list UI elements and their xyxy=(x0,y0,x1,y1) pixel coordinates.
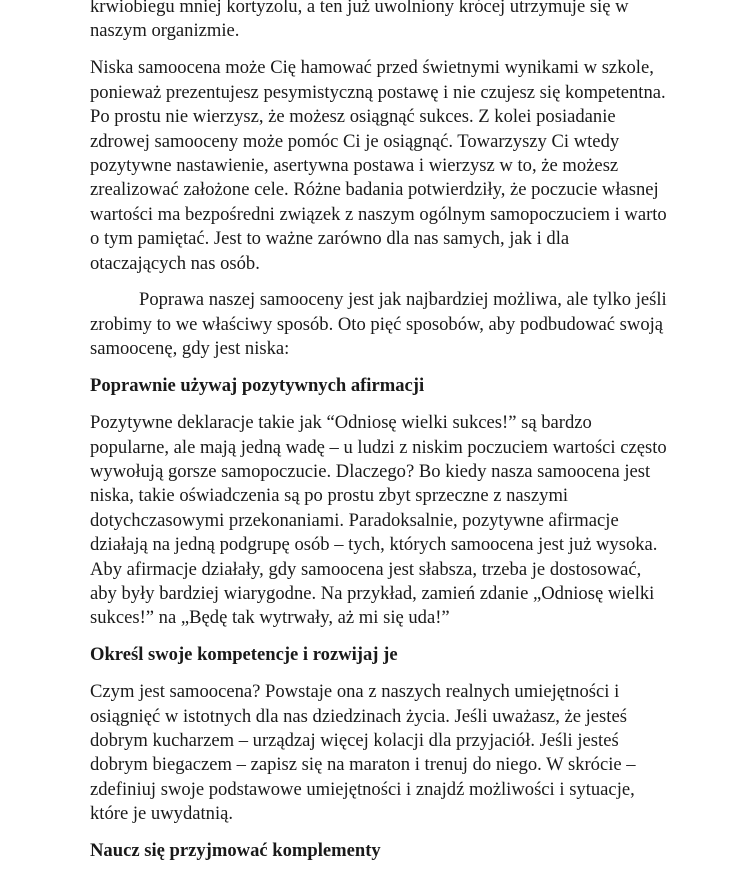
paragraph-cortisol-continuation: krwiobiegu mniej kortyzolu, a ten już uwolniony krócej utrzymuje się w naszym organizmie. xyxy=(90,0,629,42)
heading-positive-affirmations: Poprawnie używaj pozytywnych afirmacji xyxy=(90,375,425,397)
document-page xyxy=(90,0,668,876)
heading-compliments: Naucz się przyjmować komplementy xyxy=(90,840,381,862)
heading-competences: Określ swoje kompetencje i rozwijaj je xyxy=(90,644,398,666)
paragraph-positive-affirmations: Pozytywne deklaracje takie jak “Odniosę wielki sukces!” są bardzo popularne, ale mają jedną wadę – u ludzi z niskim poczuciem wartości często wywołują gorsze samopoczucie. Dlaczego? Bo kiedy nasza samoocena jest niska, takie oświadczenia są po prostu zbyt sprzeczne z naszymi dotychczasowymi przekonaniami. Paradoksalnie, pozytywne afirmacje działają na jedną podgrupę osób – tych, których samoocena jest już wysoka. Aby afirmacje działały, gdy samoocena jest słabsza, trzeba je dostosować, aby były bardziej wiarygodne. Na przykład, zamień zdanie „Odniosę wielki sukces!” na „Będę tak wytrwały, aż mi się uda!” xyxy=(90,412,667,629)
paragraph-low-self-esteem: Niska samoocena może Cię hamować przed świetnymi wynikami w szkole, ponieważ prezentujesz pesymistyczną postawę i nie czujesz się kompetentna. Po prostu nie wierzysz, że możesz osiągnąć sukces. Z kolei posiadanie zdrowej samooceny może pomóc Ci je osiągnąć. Towarzyszy Ci wtedy pozytywne nastawienie, asertywna postawa i wierzysz w to, że możesz zrealizować założone cele. Różne badania potwierdziły, że poczucie własnej wartości ma bezpośredni związek z naszym ogólnym samopoczuciem i warto o tym pamiętać. Jest to ważne zarówno dla nas samych, jak i dla otaczających nas osób. xyxy=(90,57,667,274)
paragraph-improving-self-esteem: Poprawa naszej samooceny jest jak najbardziej możliwa, ale tylko jeśli zrobimy to we właściwy sposób. Oto pięć sposobów, aby podbudować swoją samoocenę, gdy jest niska: xyxy=(90,289,667,360)
paragraph-competences: Czym jest samoocena? Powstaje ona z naszych realnych umiejętności i osiągnięć w istotnych dla nas dziedzinach życia. Jeśli uważasz, że jesteś dobrym kucharzem – urządzaj więcej kolacji dla przyjaciół. Jeśli jesteś dobrym biegaczem – zapisz się na maraton i trenuj do niego. W skrócie – zdefiniuj swoje podstawowe umiejętności i znajdź możliwości i sytuacje, które je uwydatnią. xyxy=(90,681,636,825)
